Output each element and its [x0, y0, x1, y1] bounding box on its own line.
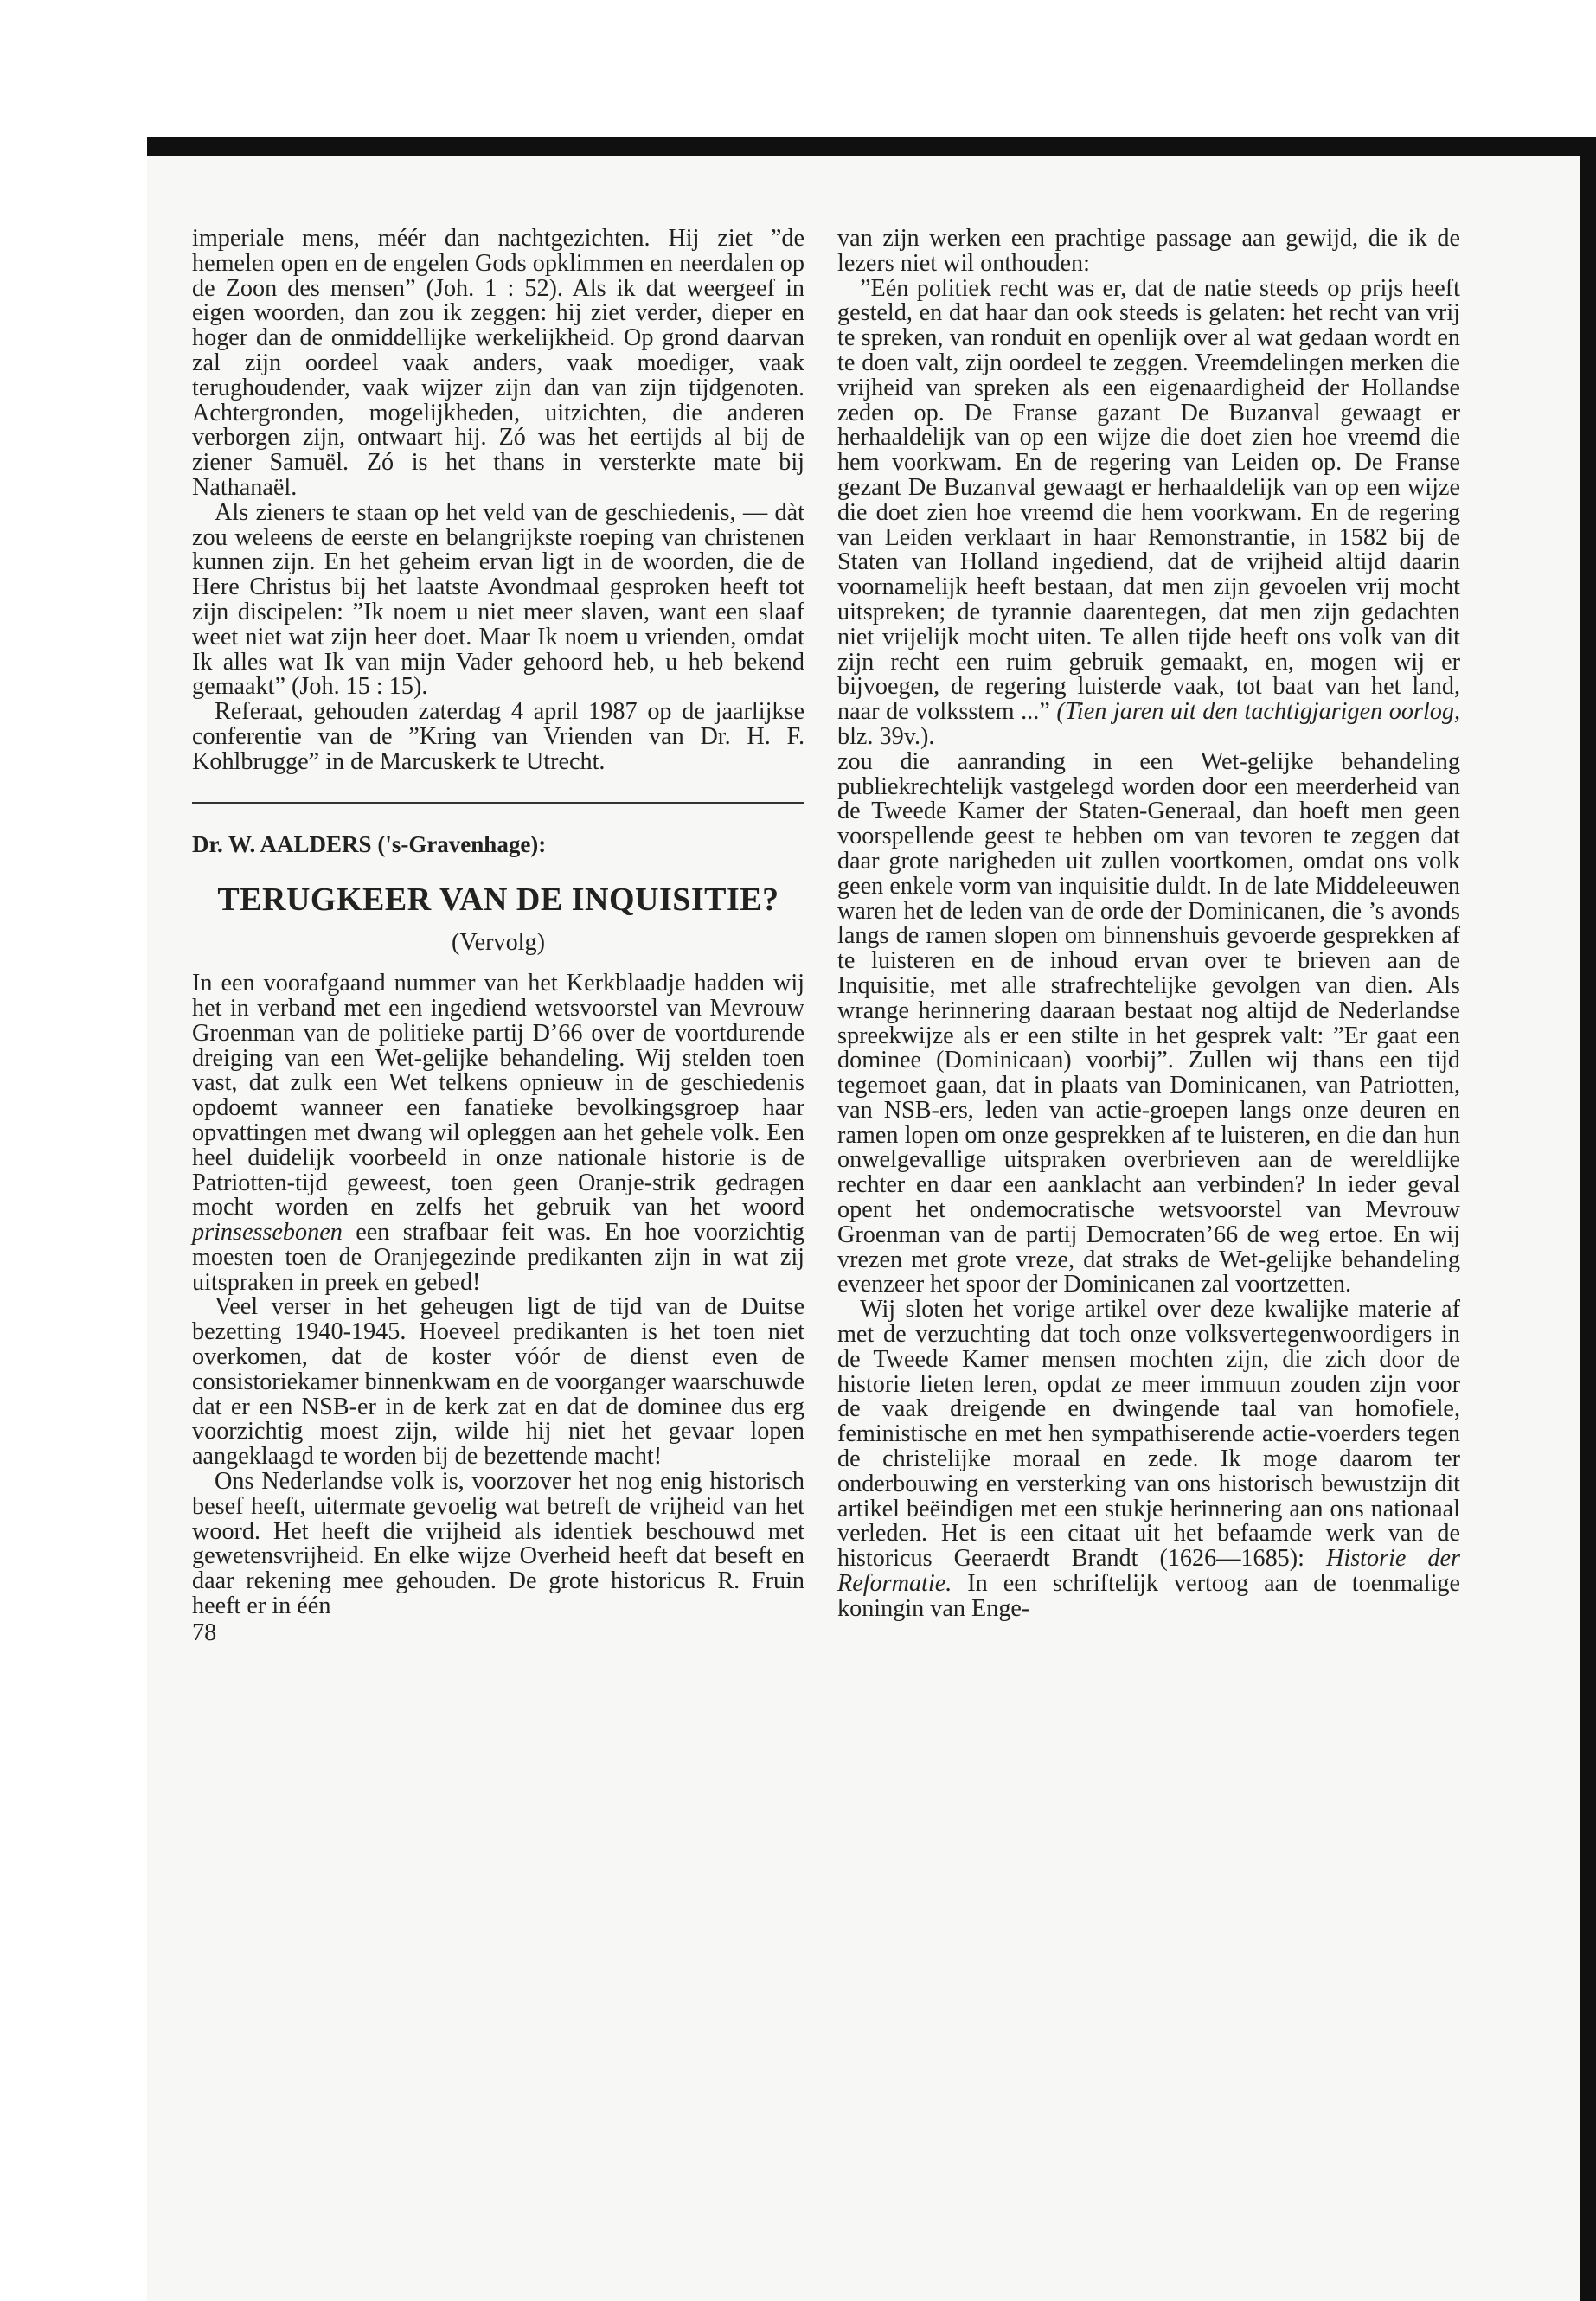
paragraph: Ons Nederlandse volk is, voorzover het nog enig historisch besef heeft, uitermate gevoelig wat betreft de vrijheid van het woord. Het heeft die vrijheid als identiek beschouwd met gewetensvrijheid. En elke wijze Overheid heeft dat beseft en daar rekening mee gehouden. De grote historicus R. Fruin heeft er in één — [192, 1468, 804, 1620]
scan-border-top — [147, 137, 1596, 156]
left-column — [192, 227, 804, 1646]
paragraph: imperiale mens, méér dan nachtgezichten. Hij ziet ”de hemelen open en de engelen Gods opklimmen en neerdalen op de Zoon des mensen” (Joh. 1 : 52). Als ik dat weergeef in eigen woorden, dan zou ik zeggen: hij ziet verder, dieper en hoger dan de onmiddellijke werkelijkheid. Op grond daarvan zal zijn oordeel vaak anders, vaak moediger, vaak terughoudender, vaak wijzer zijn dan van zijn tijdgenoten. Achtergronden, mogelijkheden, uitzichten, die anderen verborgen zijn, ontwaart hij. Zó was het eertijds al bij de ziener Samuël. Zó is het thans in versterkte mate bij Nathanaël. — [192, 225, 804, 501]
paragraph: zou die aanranding in een Wet-gelijke behandeling publiekrechtelijk vastgelegd worden door een meerderheid van de Tweede Kamer der Staten-Generaal, dan hoeft men geen voorspellende geest te hebben om van tevoren te zeggen dat daar grote narigheden uit zullen voortkomen, omdat ons volk geen enkele vorm van inquisitie duldt. In de late Middeleeuwen waren het de leden van de orde der Dominicanen, die ’s avonds langs de ramen slopen om binnenshuis gevoerde gesprekken af te luisteren en de inhoud ervan over te brieven aan de Inquisitie, met alle strafrechtelijke gevolgen van dien. Als wrange herinnering daaraan bestaat nog altijd de Nederlandse spreekwijze als er een stilte in het gesprek valt: ”Er gaat een dominee (Dominicaan) voorbij”. Zullen wij thans een tijd tegemoet gaan, dat in plaats van Dominicanen, van Patriotten, van NSB-ers, leden van actie-groepen langs onze deuren en ramen lopen om onze gesprekken af te luisteren, en die dan hun onwelgevallige uitspraken overbrieven aan de wereldlijke rechter en daar een aanklacht aan verbinden? In ieder geval opent het ondemocratische wetsvoorstel van Mevrouw Groenman van de partij Democraten’66 de weg ertoe. En wij vrezen met grote vreze, dat straks de Wet-gelijke behandeling evenzeer het spoor der Dominicanen zal voortzetten. — [837, 747, 1460, 1298]
text-run: ”Eén politiek recht was er, dat de natie steeds op prijs heeft gesteld, en dat haar dan ook steeds is gelaten: het recht van vrij te spreken, van ronduit en openlijk over al wat gedaan wordt en te doen valt, zijn oordeel te zeggen. Vreemdelingen merken die vrijheid van spreken als een eigenaardigheid der Hollandse zeden op. De Franse gazant De Buzanval gewaagt er herhaaldelijk van op een wijze die doet zien hoe vreemd die hem voorkwam. En de regering van Leiden op. De Franse gezant De Buzanval gewaagt er herhaaldelijk van op een wijze die doet zien hoe vreemd die hem voorkwam. En de regering van Leiden verklaart in haar Remonstrantie, in 1582 bij de Staten van Holland ingediend, dat de vrijheid altijd daarin voornamelijk heeft bestaan, dat men zijn gevoelen vrij mocht uitspreken; de tyrannie daarentegen, dat men zijn gedachten niet vrijelijk mocht uiten. Te allen tijde heeft ons volk van dit zijn recht een ruim gebruik gemaakt, en, mogen wij er bijvoegen, de regering luisterde vaak, tot baat van het land, naar de volksstem ...” — [837, 274, 1460, 726]
italic-term: prinsessebonen — [192, 1219, 343, 1247]
article-author: Dr. W. AALDERS ('s-Gravenhage): — [192, 830, 547, 857]
text-run: In een schriftelijk vertoog aan de toenmalige koningin van Enge- — [837, 1570, 1461, 1622]
book-title: Historie der Reformatie. — [837, 1545, 1460, 1598]
page-number: 78 — [192, 1618, 217, 1646]
scan-margin — [0, 0, 147, 2301]
quote-paragraph — [837, 274, 1461, 750]
citation-title: (Tien jaren uit den tachtigjarigen oorlog, — [1056, 698, 1461, 726]
section-divider — [192, 802, 804, 804]
paragraph: van zijn werken een prachtige passage aan gewijd, die ik de lezers niet wil onthouden: — [837, 225, 1460, 277]
article-title: TERUGKEER VAN DE INQUISITIE? — [217, 881, 779, 919]
text-run: een strafbaar feit was. En hoe voorzichtig moesten toen de Oranjegezinde predikanten zijn in wat zij uitspraken in preek en gebed! — [192, 1219, 805, 1296]
text-run: blz. 39v.). — [837, 722, 935, 750]
scan-border-right — [1580, 137, 1596, 2301]
text-run: Wij sloten het vorige artikel over deze kwalijke materie af met de verzuchting dat toch onze volksvertegenwoordigers in de Tweede Kamer mensen mochten zijn, die zich door de historie lieten leren, opdat ze meer immuun zouden zijn voor de vaak dreigende en dwingende taal van homofiele, feministische en met hen sympathiserende actie-voerders tegen de christelijke moraal en zede. Ik moge daarom ter onderbouwing en versterking van ons historisch bewustzijn dit artikel beëindigen met een stukje herinnering aan ons nationaal verleden. Het is een citaat uit het befaamde werk van de historicus Geeraerdt Brandt (1626—1685): — [837, 1296, 1460, 1573]
paragraph: Referaat, gehouden zaterdag 4 april 1987 op de jaarlijkse conferentie van de ”Kring van Vrienden van Dr. H. F. Kohlbrugge” in de Marcuskerk te Utrecht. — [192, 698, 804, 775]
text-run: In een voorafgaand nummer van het Kerkblaadje hadden wij het in verband met een ingediend wetsvoorstel van Mevrouw Groenman van de politieke partij D’66 over de voortdurende dreiging van een Wet-gelijke behandeling. Wij stelden toen vast, dat zulk een Wet telkens opnieuw in de geschiedenis opdoemt wanneer een fanatieke bevolkingsgroep haar opvattingen met dwang wil opleggen aan het gehele volk. Een heel duidelijk voorbeeld in onze nationale historie is de Patriotten-tijd geweest, toen geen Oranje-strik gedragen mocht worden en zelfs het gebruik van het woord — [192, 970, 804, 1221]
article-subtitle: (Vervolg) — [451, 929, 545, 957]
right-column — [837, 227, 1460, 1622]
paragraph: Als zieners te staan op het veld van de geschiedenis, — dàt zou weleens de eerste en belangrijkste roeping van christenen kunnen zijn. En het geheim ervan ligt in de woorden, die de Here Christus bij het laatste Avondmaal gesproken heeft tot zijn discipelen: ”Ik noem u niet meer slaven, want een slaaf weet niet wat zijn heer doet. Maar Ik noem u vrienden, omdat Ik alles wat Ik van mijn Vader gehoord heb, u heb bekend gemaakt” (Joh. 15 : 15). — [192, 498, 804, 701]
paragraph: Veel verser in het geheugen ligt de tijd van de Duitse bezetting 1940-1945. Hoeveel predikanten is het toen niet overkomen, dat de koster vóór de dienst even de consistoriekamer binnenkwam en de voorganger waarschuwde dat er een NSB-er in de kerk zat en dat de dominee dus erg voorzichtig moest zijn, wilde hij niet het gevaar lopen aangeklaagd te worden bij de bezettende macht! — [192, 1293, 804, 1471]
paragraph — [837, 1298, 1460, 1621]
paragraph — [192, 971, 804, 1295]
